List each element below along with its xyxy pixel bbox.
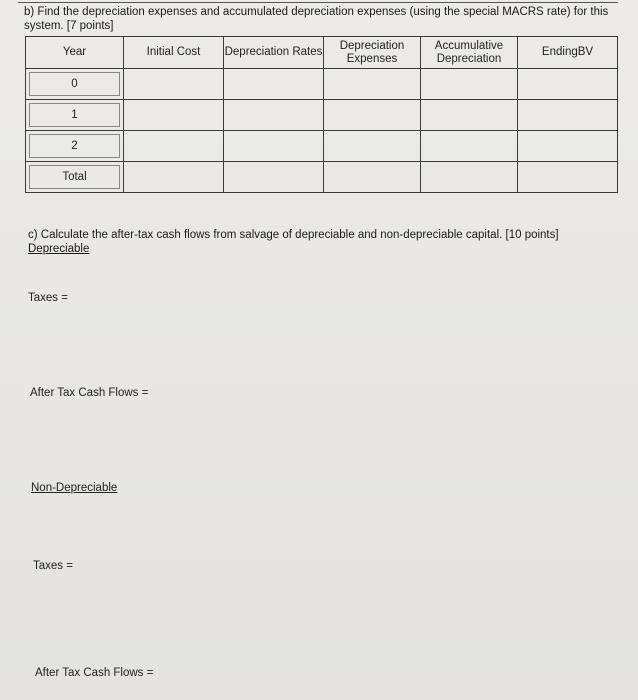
- depreciation-expense-cell[interactable]: [324, 131, 421, 162]
- initial-cost-cell[interactable]: [124, 131, 224, 162]
- depreciation-table: [25, 36, 618, 193]
- accumulative-depreciation-cell[interactable]: [421, 131, 518, 162]
- row-year-cell: [26, 131, 124, 162]
- initial-cost-cell[interactable]: [124, 162, 224, 193]
- top-rule: [18, 2, 618, 3]
- depreciable-label: Depreciable: [28, 243, 90, 255]
- header-year: Year: [26, 37, 124, 69]
- after-tax-cash-flows-label-depreciable: After Tax Cash Flows =: [30, 387, 149, 399]
- table-row: [26, 162, 618, 193]
- table-row: [26, 69, 618, 100]
- accumulative-depreciation-cell[interactable]: [421, 162, 518, 193]
- row-total-label: Total: [29, 165, 120, 189]
- header-initial-cost: Initial Cost: [124, 37, 224, 69]
- ending-bv-cell[interactable]: [518, 162, 618, 193]
- ending-bv-cell[interactable]: [518, 69, 618, 100]
- row-year-cell: [26, 162, 124, 193]
- depreciation-expense-cell[interactable]: [324, 69, 421, 100]
- depreciation-rate-cell[interactable]: [224, 69, 324, 100]
- after-tax-cash-flows-label-non-depreciable: After Tax Cash Flows =: [35, 667, 154, 679]
- initial-cost-cell[interactable]: [124, 100, 224, 131]
- header-accumulative-depreciation: Accumulative Depreciation: [421, 37, 518, 69]
- header-depreciation-rates: Depreciation Rates: [224, 37, 324, 69]
- depreciation-rate-cell[interactable]: [224, 131, 324, 162]
- table-row: [26, 100, 618, 131]
- ending-bv-cell[interactable]: [518, 100, 618, 131]
- part-c-heading: [28, 228, 618, 256]
- taxes-label-non-depreciable: Taxes =: [33, 560, 73, 572]
- table-row: [26, 131, 618, 162]
- accumulative-depreciation-cell[interactable]: [421, 69, 518, 100]
- depreciation-expense-cell[interactable]: [324, 100, 421, 131]
- depreciation-expense-cell[interactable]: [324, 162, 421, 193]
- part-c-question: c) Calculate the after-tax cash flows from salvage of depreciable and non-depreciable capital. [10 points]: [28, 229, 559, 241]
- header-ending-bv: EndingBV: [518, 37, 618, 69]
- initial-cost-cell[interactable]: [124, 69, 224, 100]
- depreciation-rate-cell[interactable]: [224, 162, 324, 193]
- header-depreciation-expenses: Depreciation Expenses: [324, 37, 421, 69]
- row-year-label: 2: [29, 134, 120, 158]
- ending-bv-cell[interactable]: [518, 131, 618, 162]
- part-b-heading: b) Find the depreciation expenses and accumulated depreciation expenses (using the special MACRS rate) for this system. [7 points]: [24, 6, 609, 32]
- table-header-row: [26, 37, 618, 69]
- taxes-label-depreciable: Taxes =: [28, 292, 68, 304]
- depreciation-rate-cell[interactable]: [224, 100, 324, 131]
- row-year-cell: [26, 100, 124, 131]
- non-depreciable-label: Non-Depreciable: [31, 482, 118, 494]
- row-year-cell: [26, 69, 124, 100]
- row-year-label: 0: [29, 72, 120, 96]
- row-year-label: 1: [29, 103, 120, 127]
- accumulative-depreciation-cell[interactable]: [421, 100, 518, 131]
